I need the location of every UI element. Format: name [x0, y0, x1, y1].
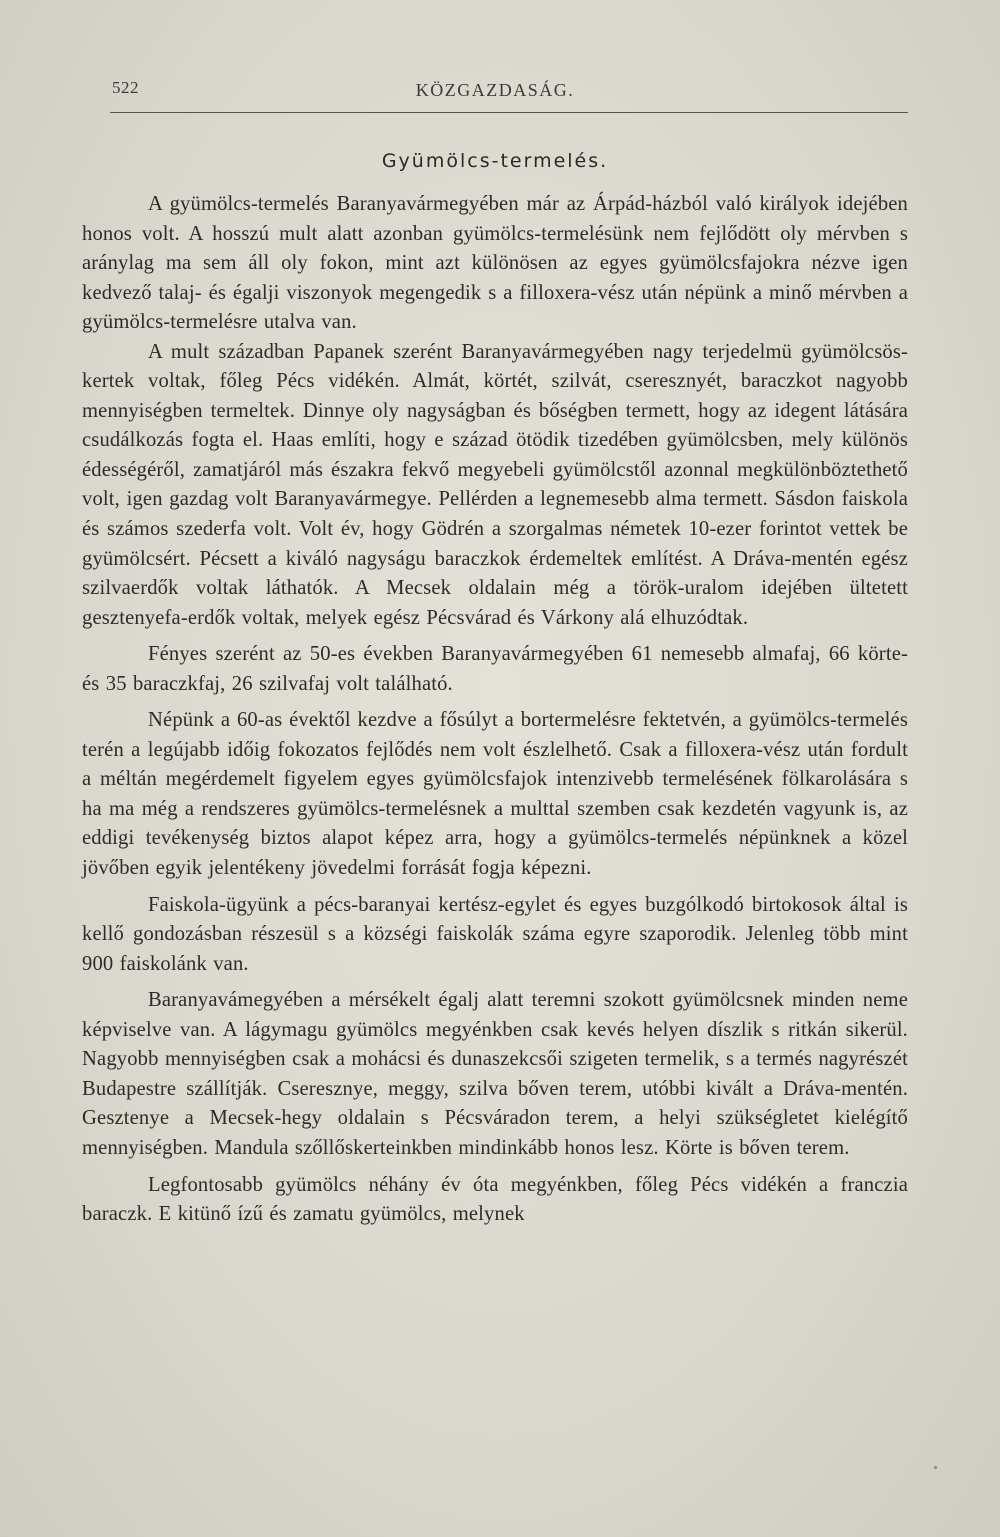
body-text: [82, 190, 908, 1230]
paragraph: Baranyavámegyében a mérsékelt égalj alatt teremni szokott gyümölcsnek minden neme képviselve van. A lágymagu gyümölcs megyénkben csak kevés helyen díszlik s ritkán sikerül. Nagyobb mennyiségben csak a mohácsi és dunaszekcsői szigeten termelik, s a termés nagyrészét Budapestre szállítják. Cseresznye, meggy, szilva bőven terem, utóbbi kivált a Dráva-mentén. Gesztenye a Mecsek-hegy oldalain s Pécsváradon terem, a helyi szükségletet kielégítő mennyiségben. Mandula szőllőskerteinkben mindinkább honos lesz. Körte is bőven terem.: [82, 989, 908, 1159]
paragraph: A mult században Papanek szerént Baranyavármegyében nagy terjedelmü gyümölcsös-kertek voltak, főleg Pécs vidékén. Almát, körtét, szilvát, cseresznyét, baraczkot nagyobb mennyiségben termeltek. Dinnye oly nagyságban és bőségben termett, hogy az idegent látására csudálkozás fogta el. Haas említi, hogy e század ötödik tizedében gyümölcsben, mely különös édességéről, zamatjáról más északra fekvő megyebeli gyümölcstől azonnal megkülönböztethető volt, igen gazdag volt Baranyavármegye. Pellérden a legnemesebb alma termett. Sásdon faiskola és számos szederfa volt. Volt év, hogy Gödrén a szorgalmas németek 10-ezer forintot vettek be gyümölcsért. Pécsett a kiváló nagyságu baraczkok érdemeltek említést. A Dráva-mentén egész szilvaerdők voltak láthatók. A Mecsek oldalain még a török-uralom idejében ültetett gesztenyefa-erdők voltak, melyek egész Pécsvárad és Várkony alá elhuzódtak.: [82, 340, 908, 629]
margin-speck: [934, 1466, 937, 1469]
running-title: KÖZGAZDASÁG.: [415, 80, 575, 100]
paragraph: A gyümölcs-termelés Baranyavármegyében már az Árpád-házból való királyok idejében honos volt. A hosszú mult alatt azonban gyümölcs-termelésünk nem fejlődött oly mérvben s aránylag ma sem áll oly fokon, mint azt különösen az egyes gyümölcsfajokra nézve igen kedvező talaj- és égalji viszonyok megengedik s a filloxera-vész után népünk a minő mérvben a gyümölcs-termelésre utalva van.: [82, 193, 908, 334]
section-title: Gyümölcs-termelés.: [381, 150, 609, 172]
running-header: [82, 72, 908, 116]
paragraph: Népünk a 60-as évektől kezdve a fősúlyt a bortermelésre fektetvén, a gyümölcs-termelés terén a legújabb időig fokozatos fejlődés nem volt észlelhető. Csak a filloxera-vész után fordult a méltán megérdemelt figyelem egyes gyümölcsfajok intenzivebb termelésének fölkarolására s ha ma még a rendszeres gyümölcs-termelésnek a multtal szemben csak kezdetén vagyunk is, az eddigi tevékenység biztos alapot képez arra, hogy a gyümölcs-termelés népünknek a közel jövőben egyik jelentékeny jövedelmi forrását fogja képezni.: [82, 709, 908, 880]
paragraph: Faiskola-ügyünk a pécs-baranyai kertész-egylet és egyes buzgólkodó birtokosok által is kellő gondozásban részesül s a községi faiskolák száma egyre szaporodik. Jelenleg több mint 900 faiskolánk van.: [82, 893, 908, 975]
header-rule: [110, 112, 908, 113]
paragraph: Legfontosabb gyümölcs néhány év óta megyénkben, főleg Pécs vidékén a franczia baraczk. E kitünő ízű és zamatu gyümölcs, melynek: [82, 1173, 908, 1226]
page-number: 522: [112, 78, 139, 97]
paragraph: Fényes szerént az 50-es években Baranyavármegyében 61 nemesebb almafaj, 66 körte- és 35 baraczkfaj, 26 szilvafaj volt található.: [82, 643, 908, 695]
